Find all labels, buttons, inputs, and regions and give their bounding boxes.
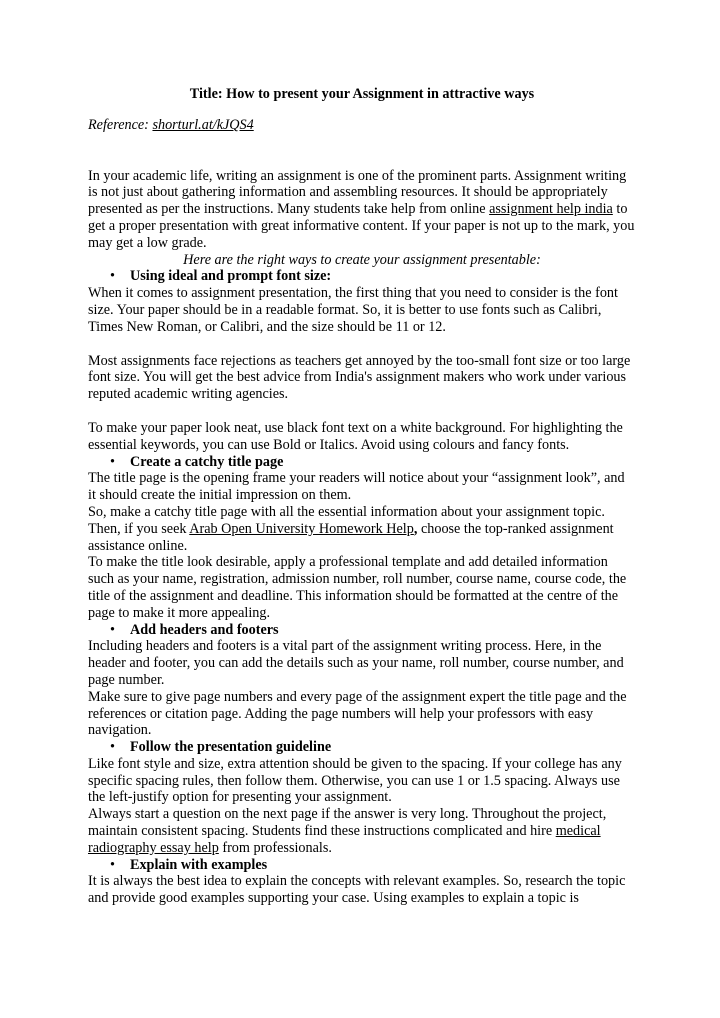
intro-paragraph <box>88 168 636 252</box>
bullet-icon: • <box>110 856 115 873</box>
section-guideline-paragraph-2 <box>88 806 636 856</box>
paragraph-gap <box>88 336 636 353</box>
section-heading-presentation-guideline <box>88 739 636 756</box>
section-title-page-paragraph-1: The title page is the opening frame your readers will notice about your “assignment look”, and it should create the initial impression on them. <box>88 470 625 504</box>
section-heading-label: Using ideal and prompt font size: <box>130 268 332 285</box>
document-title: Title: How to present your Assignment in attractive ways <box>189 86 535 102</box>
bullet-icon: • <box>110 268 115 285</box>
assignment-help-india-link[interactable]: assignment help india <box>489 201 613 218</box>
reference-label: Reference: <box>88 116 153 133</box>
section-title-page-paragraph-2 <box>88 504 636 554</box>
intro-text-start: In your academic life, writing an assignment is one of the prominent parts. Assignment writing is not just about gathering information and assembling resources. It should be appropriately presented as per the instructions. Many students take help from online <box>88 167 627 218</box>
section-heading-examples <box>88 857 636 874</box>
medical-radiography-link[interactable]: medical radiography essay help <box>88 823 601 856</box>
section-heading-label: Add headers and footers <box>130 621 279 638</box>
paragraph-text-end: choose the top-ranked assignment assistance online. <box>88 520 614 554</box>
paragraph-text-end: from professionals. <box>218 839 332 856</box>
section-examples-paragraph-1: It is always the best idea to explain the concepts with relevant examples. So, research the topic and provide good examples supporting your case. Using examples to explain a topic is <box>88 873 626 907</box>
section-heading-label: Explain with examples <box>130 856 268 873</box>
section-heading-label: Follow the presentation guideline <box>130 739 332 756</box>
section-heading-headers-footers <box>88 622 636 639</box>
section-guideline-paragraph-1: Like font style and size, extra attention should be given to the spacing. If your college has any specific spacing rules, then follow them. Otherwise, you can use 1 or 1.5 spacing. Always use the left-justify option for presenting your assignment. <box>88 755 622 806</box>
section-font-size-paragraph-2: Most assignments face rejections as teachers get annoyed by the too-small font size or too large font size. You will get the best advice from India's assignment makers who work under various reputed academic writing agencies. <box>88 352 631 403</box>
bold-comma: , <box>413 520 418 537</box>
paragraph-text-start: Always start a question on the next page if the answer is very long. Throughout the project, maintain consistent spacing. Students find these instructions complicated and hire <box>88 806 607 840</box>
section-font-size-paragraph-1: When it comes to assignment presentation, the first thing that you need to consider is the font size. Your paper should be in a readable format. So, it is better to use fonts such as Calibri, Times New Roman, or Calibri, and the size should be 11 or 12. <box>88 285 618 335</box>
reference-link[interactable]: shorturl.at/kJQS4 <box>152 116 254 133</box>
document-page <box>88 86 636 907</box>
intro-text-end: to get a proper presentation with great informative content. If your paper is not up to the mark, you may get a low grade. <box>88 201 635 251</box>
bullet-icon: • <box>110 621 115 638</box>
section-headers-paragraph-2: Make sure to give page numbers and every page of the assignment expert the title page and the references or citation page. Adding the page numbers will help your professors with easy navigation. <box>88 688 627 739</box>
section-heading-title-page <box>88 454 636 471</box>
paragraph-gap <box>88 403 636 420</box>
section-title-page-paragraph-3: To make the title look desirable, apply a professional template and add detailed information such as your name, registration, admission number, roll number, course name, course code, the title of the assignment and deadline. This information should be formatted at the centre of the page to make it more appealing. <box>88 554 627 621</box>
section-font-size-paragraph-3: To make your paper look neat, use black font text on a white background. For highlighting the essential keywords, you can use Bold or Italics. Avoid using colours and fancy fonts. <box>88 419 623 453</box>
arab-open-university-link[interactable]: Arab Open University Homework Help <box>189 520 414 537</box>
intro-subheading: Here are the right ways to create your assignment presentable: <box>183 251 541 268</box>
bullet-icon: • <box>110 739 115 756</box>
section-heading-label: Create a catchy title page <box>130 453 284 470</box>
bullet-icon: • <box>110 453 115 470</box>
reference-line <box>88 117 636 134</box>
section-headers-paragraph-1: Including headers and footers is a vital part of the assignment writing process. Here, in the header and footer, you can add the details such as your name, roll number, course number, and page number. <box>88 638 624 688</box>
paragraph-text-start: So, make a catchy title page with all the essential information about your assignment topic. Then, if you seek <box>88 503 605 537</box>
section-heading-font-size <box>88 268 636 285</box>
